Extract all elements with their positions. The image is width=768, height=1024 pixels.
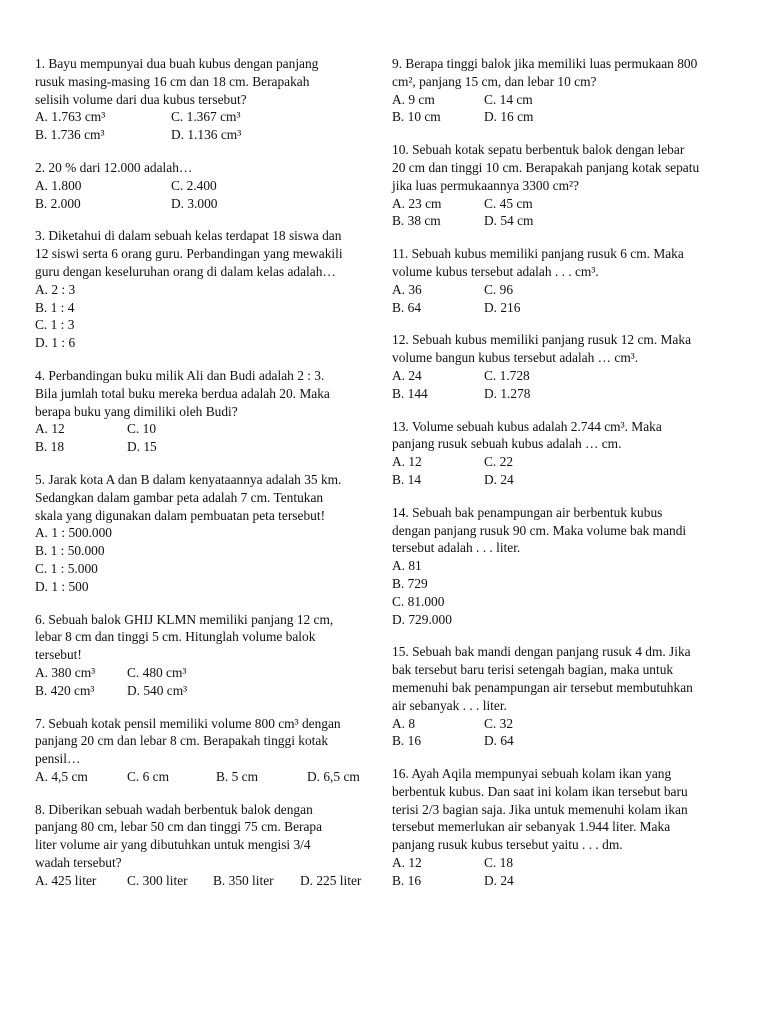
option-b[interactable]: B. 350 liter [213,872,274,888]
option-b[interactable]: B. 38 cm [392,213,441,229]
question-text: 9. Berapa tinggi balok jika memiliki luas permukaan 800 cm², panjang 15 cm, dan lebar 10 cm? [392,56,698,89]
question-text: 13. Volume sebuah kubus adalah 2.744 cm³. Maka panjang rusuk sebuah kubus adalah … cm. [392,418,662,452]
question-2 [35,159,385,212]
option-d[interactable]: D. 1.278 [484,385,531,401]
option-a[interactable]: A. 1 : 500.000 [35,525,112,541]
option-c[interactable]: C. 1 : 3 [35,317,75,333]
option-a[interactable]: A. 24 [392,367,422,383]
question-6 [35,611,385,700]
option-b[interactable]: B. 10 cm [392,109,441,125]
question-text: 5. Jarak kota A dan B dalam kenyataannya adalah 35 km. Sedangkan dalam gambar peta adalah 7 cm. Tentukan skala yang digunakan dalam pembuatan peta tersebut! [35,471,342,523]
option-a[interactable]: A. 380 cm³ [35,664,96,680]
option-d[interactable]: D. 16 cm [484,109,534,125]
question-11 [392,245,742,316]
question-10 [392,141,742,230]
answer-options [35,664,385,700]
option-d[interactable]: D. 1 : 500 [35,578,89,594]
answer-options [35,768,385,786]
option-c[interactable]: C. 10 [127,421,157,437]
question-16 [392,765,742,890]
option-d[interactable]: D. 729.000 [392,611,452,627]
option-c[interactable]: C. 480 cm³ [127,664,187,680]
question-9 [392,55,742,126]
option-b[interactable]: B. 5 cm [216,768,259,784]
answer-options [35,420,385,456]
question-text: 3. Diketahui di dalam sebuah kelas terdapat 18 siswa dan 12 siswi serta 6 orang guru. Perbandingan yang mewakili guru dengan keseluruhan orang di dalam kelas adalah… [35,228,343,279]
answer-options [392,367,742,403]
option-d[interactable]: D. 54 cm [484,213,534,229]
option-d[interactable]: D. 540 cm³ [127,682,188,698]
question-text: 10. Sebuah kotak sepatu berbentuk balok dengan lebar 20 cm dan tinggi 10 cm. Berapakah panjang kotak sepatu jika luas permukaannya 3300 cm²? [392,142,700,193]
answer-options [392,557,742,628]
option-c[interactable]: C. 6 cm [127,768,170,784]
option-b[interactable]: B. 14 [392,471,422,487]
question-4 [35,367,385,456]
question-text: 1. Bayu mempunyai dua buah kubus dengan panjang rusuk masing-masing 16 cm dan 18 cm. Berapakah selisih volume dari dua kubus tersebut? [35,56,319,107]
question-15 [392,643,742,750]
option-a[interactable]: A. 8 [392,715,416,731]
option-a[interactable]: A. 12 [392,454,422,470]
answer-options [392,281,742,317]
answer-options [35,108,385,144]
option-d[interactable]: D. 24 [484,872,514,888]
answer-options [35,177,385,213]
question-5 [35,471,385,596]
answer-options [35,524,385,595]
question-14 [392,504,742,629]
option-d[interactable]: D. 24 [484,471,514,487]
question-text: 11. Sebuah kubus memiliki panjang rusuk 6 cm. Maka volume kubus tersebut adalah . . . cm³. [392,246,684,279]
answer-options [392,453,742,489]
question-text: 4. Perbandingan buku milik Ali dan Budi adalah 2 : 3. Bila jumlah total buku mereka berdua adalah 20. Maka berapa buku yang dimiliki oleh Budi? [35,367,330,419]
option-c[interactable]: C. 18 [484,855,514,871]
option-c[interactable]: C. 1 : 5.000 [35,560,98,576]
option-a[interactable]: A. 9 cm [392,91,435,107]
option-c[interactable]: C. 14 cm [484,91,533,107]
option-a[interactable]: A. 36 [392,281,422,297]
question-7 [35,715,385,786]
option-d[interactable]: D. 225 liter [300,872,362,888]
option-b[interactable]: B. 729 [392,575,428,591]
answer-options [392,195,742,231]
answer-options [35,281,385,352]
option-d[interactable]: D. 216 [484,299,521,315]
option-c[interactable]: C. 1.367 cm³ [171,109,241,125]
question-text: 8. Diberikan sebuah wadah berbentuk balok dengan panjang 80 cm, lebar 50 cm dan tinggi 75 cm. Berapa liter volume air yang dibutuhkan untuk mengisi 3/4 wadah tersebut? [35,801,323,871]
option-a[interactable]: A. 2 : 3 [35,281,76,297]
option-a[interactable]: A. 23 cm [392,195,442,211]
question-text: 16. Ayah Aqila mempunyai sebuah kolam ikan yang berbentuk kubus. Dan saat ini kolam ikan tersebut baru terisi 2/3 bagian saja. Jika untuk memenuhi kolam ikan tersebut memerlukan air sebanyak 1.944 liter. Maka panjang rusuk kubus tersebut yaitu . . . dm. [392,766,688,853]
option-a[interactable]: A. 425 liter [35,872,97,888]
option-a[interactable]: A. 1.763 cm³ [35,109,106,125]
question-text: 12. Sebuah kubus memiliki panjang rusuk 12 cm. Maka volume bangun kubus tersebut adalah … cm³. [392,332,692,366]
option-b[interactable]: B. 64 [392,299,422,315]
option-a[interactable]: A. 1.800 [35,177,82,193]
option-c[interactable]: C. 96 [484,281,514,297]
option-b[interactable]: B. 2.000 [35,195,81,211]
answer-options [392,715,742,751]
option-a[interactable]: A. 81 [392,558,422,574]
option-c[interactable]: C. 32 [484,715,514,731]
left-column [35,55,385,905]
question-text: 6. Sebuah balok GHIJ KLMN memiliki panjang 12 cm, lebar 8 cm dan tinggi 5 cm. Hitunglah volume balok tersebut! [35,611,334,663]
option-d[interactable]: D. 15 [127,439,157,455]
answer-options [35,872,385,890]
option-c[interactable]: C. 300 liter [127,872,188,888]
option-c[interactable]: C. 2.400 [171,177,217,193]
option-a[interactable]: A. 12 [35,421,65,437]
question-12 [392,331,742,402]
option-b[interactable]: B. 420 cm³ [35,682,95,698]
option-b[interactable]: B. 16 [392,872,422,888]
option-d[interactable]: D. 64 [484,733,514,749]
option-d[interactable]: D. 1 : 6 [35,335,76,351]
option-c[interactable]: C. 81.000 [392,593,445,609]
option-a[interactable]: A. 4,5 cm [35,768,88,784]
question-text: 14. Sebuah bak penampungan air berbentuk kubus dengan panjang rusuk 90 cm. Maka volume bak mandi tersebut adalah . . . liter. [392,504,687,556]
option-b[interactable]: B. 18 [35,439,65,455]
question-13 [392,418,742,489]
option-b[interactable]: B. 1 : 4 [35,299,75,315]
option-a[interactable]: A. 12 [392,855,422,871]
option-d[interactable]: D. 6,5 cm [307,768,360,784]
option-b[interactable]: B. 1.736 cm³ [35,127,105,143]
option-c[interactable]: C. 45 cm [484,195,533,211]
answer-options [392,91,742,127]
option-d[interactable]: D. 3.000 [171,195,218,211]
question-text: 2. 20 % dari 12.000 adalah… [35,159,193,175]
right-column [392,55,742,905]
option-d[interactable]: D. 1.136 cm³ [171,127,242,143]
option-c[interactable]: C. 1.728 [484,367,530,383]
question-8 [35,801,385,890]
option-c[interactable]: C. 22 [484,454,514,470]
question-3 [35,227,385,352]
option-b[interactable]: B. 1 : 50.000 [35,543,105,559]
question-1 [35,55,385,144]
option-b[interactable]: B. 144 [392,385,428,401]
answer-options [392,854,742,890]
question-text: 7. Sebuah kotak pensil memiliki volume 800 cm³ dengan panjang 20 cm dan lebar 8 cm. Berapakah tinggi kotak pensil… [35,715,341,767]
option-b[interactable]: B. 16 [392,733,422,749]
question-text: 15. Sebuah bak mandi dengan panjang rusuk 4 dm. Jika bak tersebut baru terisi setengah bagian, maka untuk memenuhi bak penampungan air tersebut membutuhkan air sebanyak . . . liter. [392,644,693,713]
